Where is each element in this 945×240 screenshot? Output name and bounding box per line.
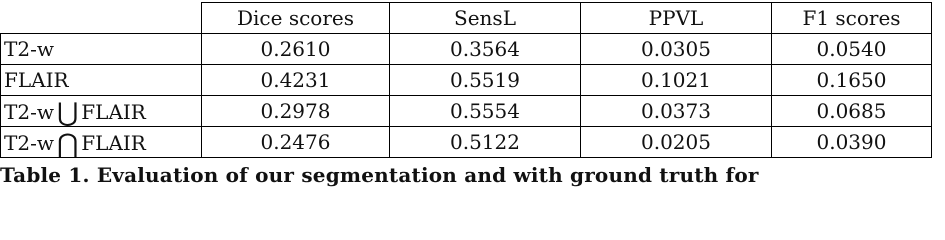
table-cell: 0.2610 — [202, 34, 390, 65]
column-header: F1 scores — [772, 3, 932, 34]
results-table — [0, 2, 932, 158]
table-cell: 0.0305 — [581, 34, 772, 65]
table-row — [1, 127, 932, 158]
union-symbol: ⋃ — [56, 98, 79, 128]
intersection-symbol: ⋂ — [56, 129, 79, 159]
corner-cell — [1, 3, 202, 34]
table-cell: 0.1650 — [772, 65, 932, 96]
table-cell: 0.2978 — [202, 96, 390, 127]
row-label-right: FLAIR — [81, 100, 146, 124]
table-row — [1, 34, 932, 65]
table-cell: 0.0373 — [581, 96, 772, 127]
table-cell: 0.4231 — [202, 65, 390, 96]
table-row — [1, 65, 932, 96]
table-cell: 0.0205 — [581, 127, 772, 158]
column-header: Dice scores — [202, 3, 390, 34]
table-cell: 0.0540 — [772, 34, 932, 65]
table-cell: 0.5519 — [390, 65, 581, 96]
table-cell: 0.5554 — [390, 96, 581, 127]
table-row — [1, 96, 932, 127]
header-row — [1, 3, 932, 34]
column-header: PPVL — [581, 3, 772, 34]
row-label-left: T2-w — [4, 100, 54, 124]
row-label: FLAIR — [1, 65, 202, 96]
row-label-right: FLAIR — [81, 131, 146, 155]
row-label: T2-w — [1, 34, 202, 65]
row-label-left: T2-w — [4, 131, 54, 155]
row-label — [1, 127, 202, 158]
row-label — [1, 96, 202, 127]
table-caption: Table 1. Evaluation of our segmentation and with ground truth for — [0, 163, 759, 187]
table-cell: 0.3564 — [390, 34, 581, 65]
table-cell: 0.2476 — [202, 127, 390, 158]
column-header: SensL — [390, 3, 581, 34]
table-cell: 0.1021 — [581, 65, 772, 96]
table-cell: 0.0685 — [772, 96, 932, 127]
table-cell: 0.5122 — [390, 127, 581, 158]
table-cell: 0.0390 — [772, 127, 932, 158]
